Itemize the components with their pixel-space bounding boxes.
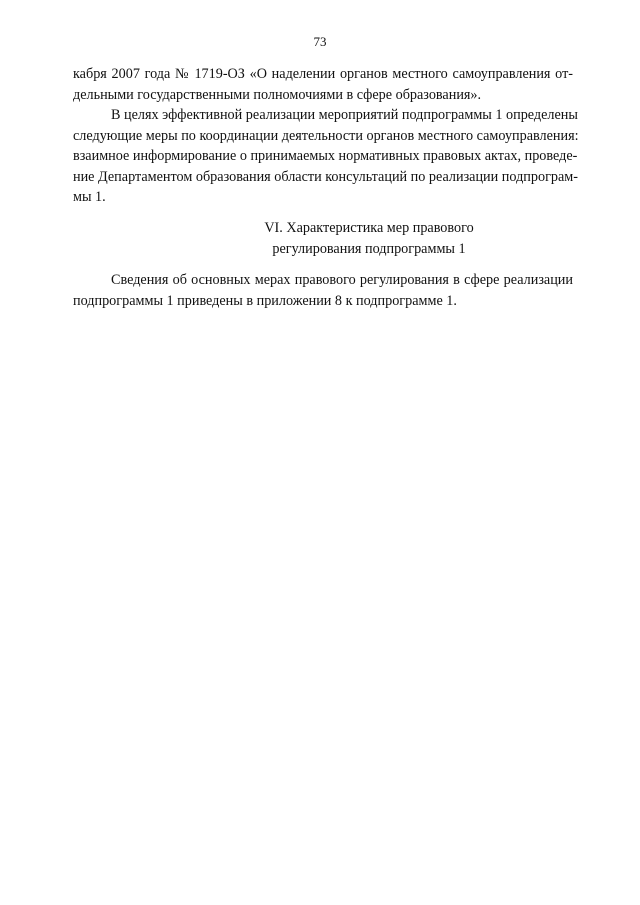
section-heading-line-1: VI. Характеристика мер правового xyxy=(264,220,474,236)
text-line: следующие меры по координации деятельности органов местного самоуправления: xyxy=(73,127,579,144)
text-line: взаимное информирование о принимаемых нормативных правовых актах, проведе- xyxy=(73,148,578,165)
text-line: В целях эффективной реализации мероприятий подпрограммы 1 определены xyxy=(111,107,578,123)
paragraph-legal-regulation xyxy=(73,270,573,311)
paragraph-continuation xyxy=(73,64,573,105)
paragraph-coordination-measures xyxy=(73,105,579,208)
text-line: Сведения об основных мерах правового регулирования в сфере реализации xyxy=(111,272,573,288)
text-line: ние Департаментом образования области консультаций по реализации подпрограм- xyxy=(73,168,578,185)
text-line: мы 1. xyxy=(73,189,106,206)
section-heading-line-2: регулирования подпрограммы 1 xyxy=(272,240,466,257)
text-line: кабря 2007 года № 1719-ОЗ «О наделении органов местного самоуправления от- xyxy=(73,66,573,82)
text-line: подпрограммы 1 приведены в приложении 8 к подпрограмме 1. xyxy=(73,292,457,309)
page-number: 73 xyxy=(313,34,327,49)
text-line: дельными государственными полномочиями в сфере образования». xyxy=(73,86,482,103)
section-heading xyxy=(0,218,640,259)
